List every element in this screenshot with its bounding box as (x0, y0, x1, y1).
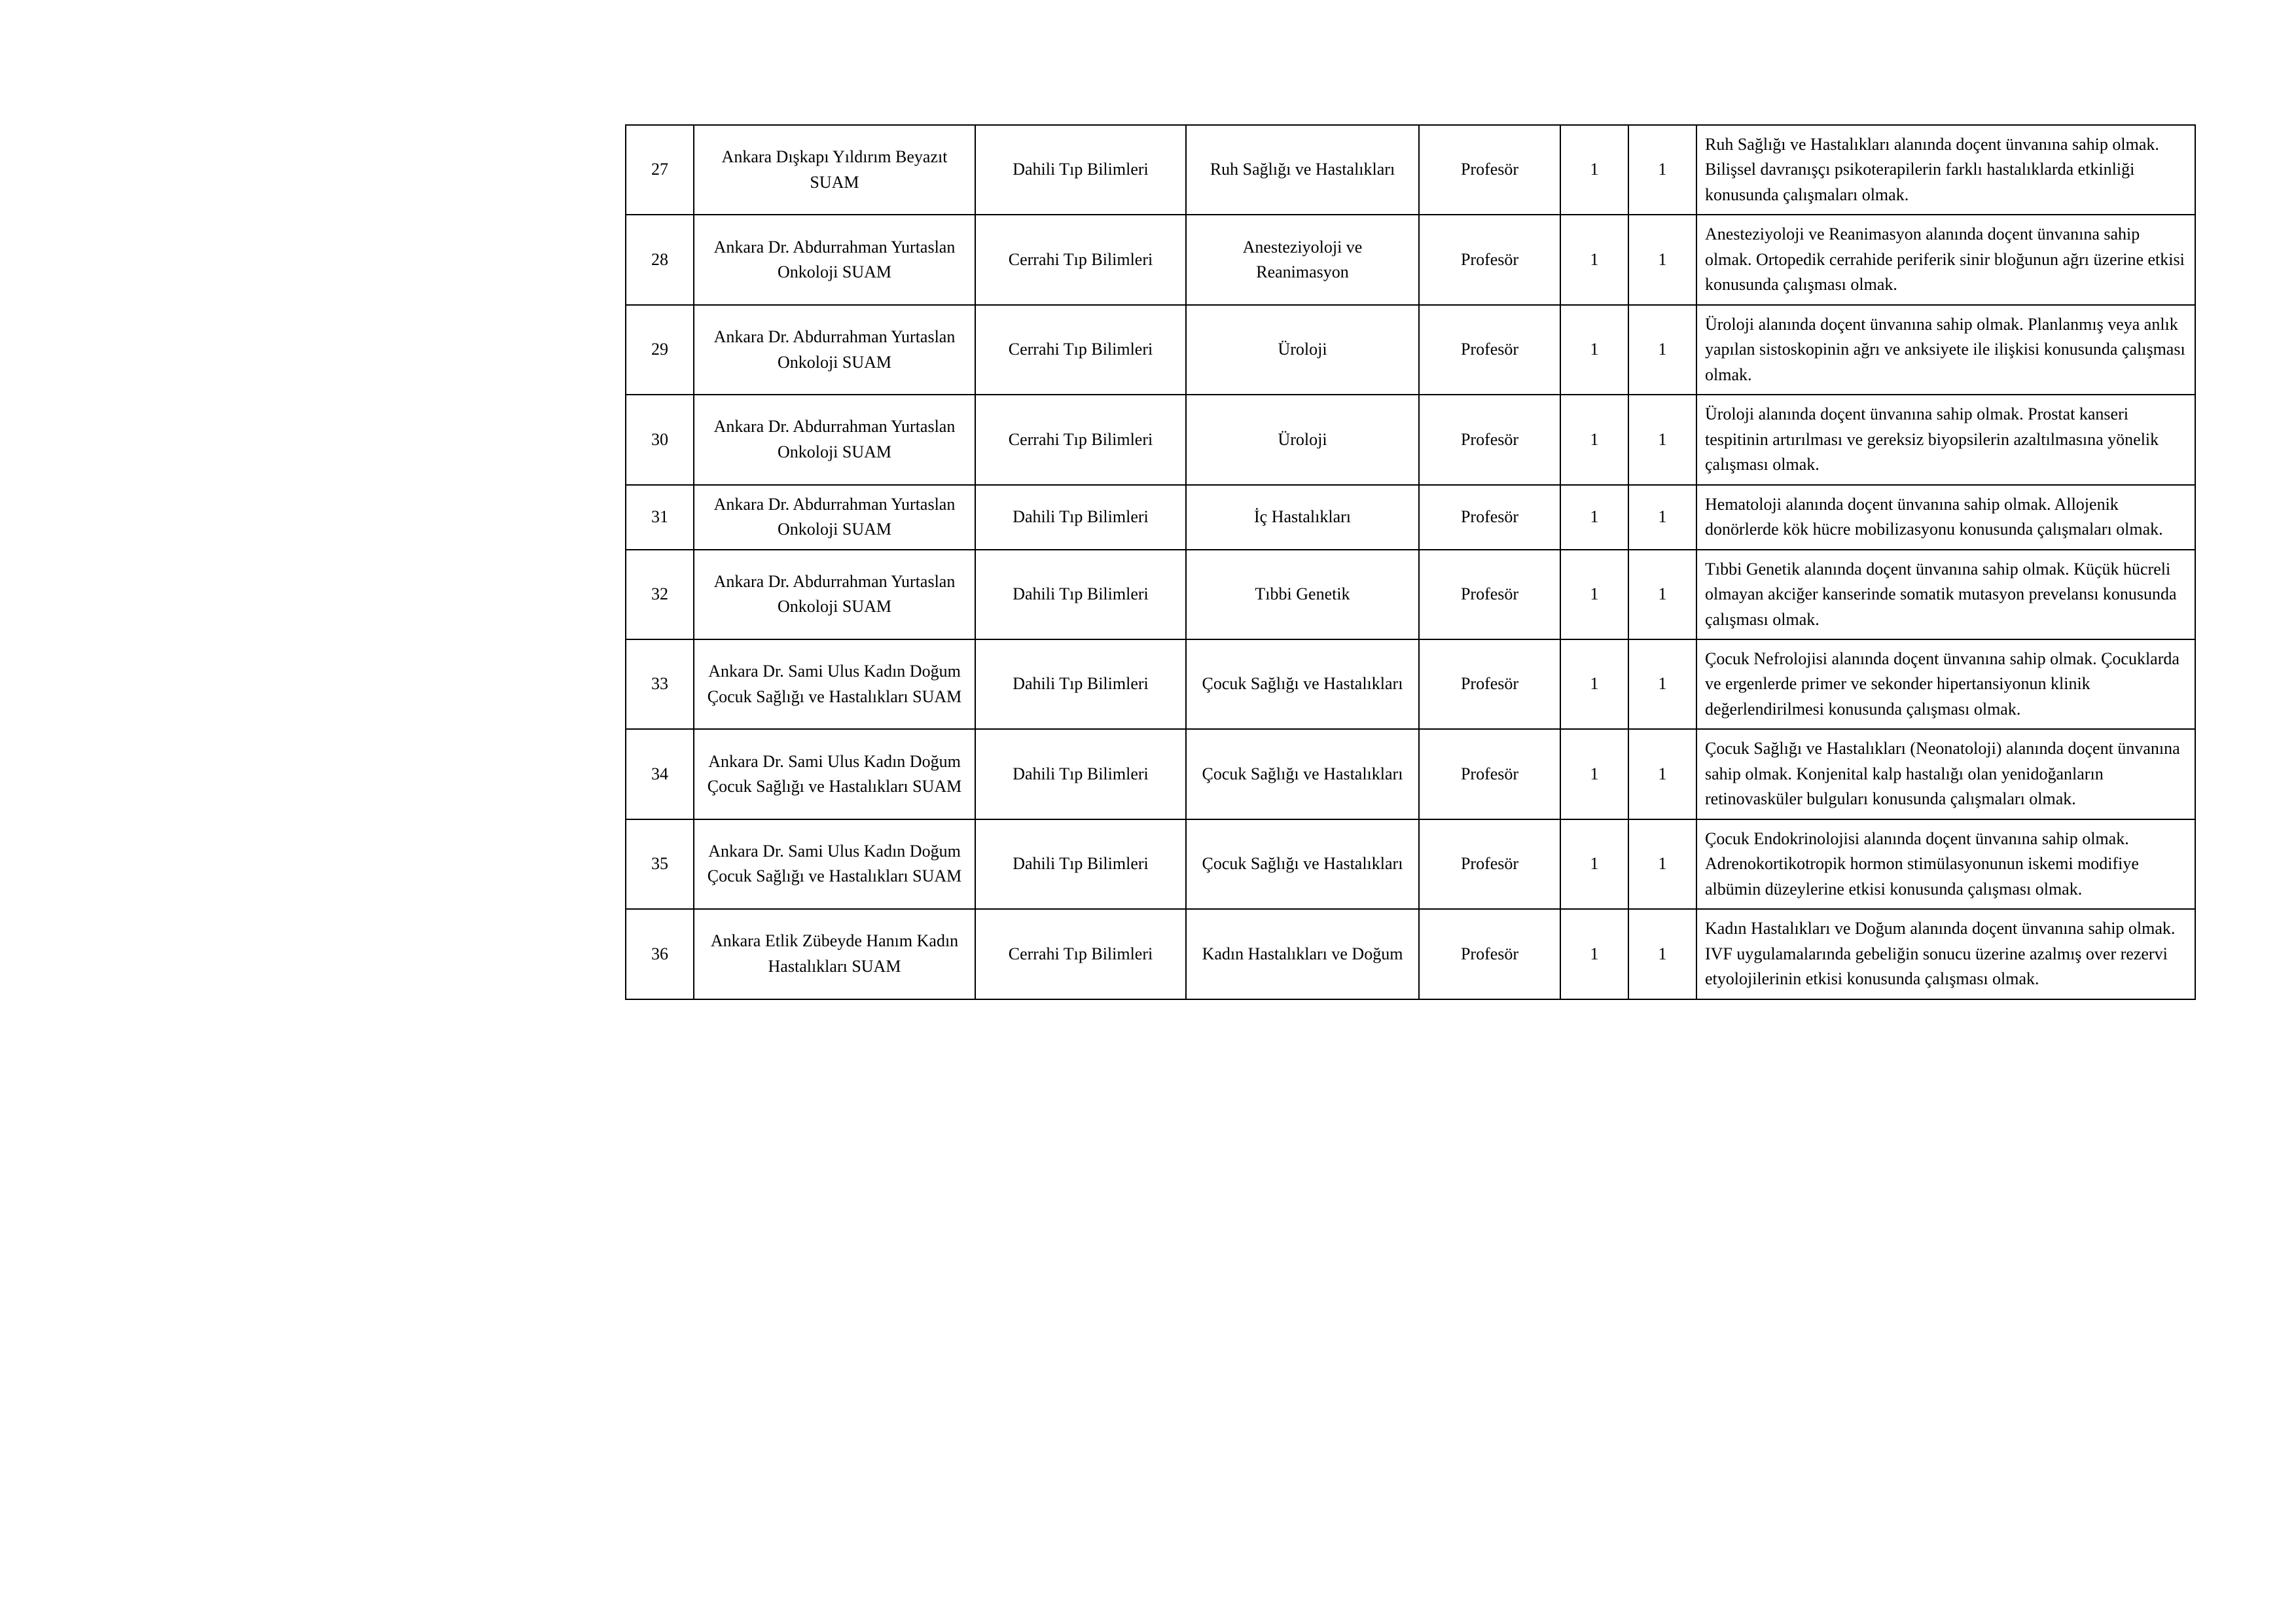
cell-branch: Üroloji (1186, 305, 1419, 395)
table-row (626, 639, 2195, 729)
cell-degree: 1 (1560, 909, 1628, 999)
cell-branch: Anesteziyoloji ve Reanimasyon (1186, 215, 1419, 304)
table-row (626, 819, 2195, 909)
cell-science-group: Cerrahi Tıp Bilimleri (975, 909, 1186, 999)
cell-science-group: Dahili Tıp Bilimleri (975, 125, 1186, 215)
cell-branch: İç Hastalıkları (1186, 485, 1419, 550)
cell-condition: Çocuk Endokrinolojisi alanında doçent ünvanına sahip olmak. Adrenokortikotropik hormon stimülasyonunun iskemi modifiye albümin düzeylerine etkisi konusunda çalışması olmak. (1696, 819, 2195, 909)
cell-no: 27 (626, 125, 694, 215)
cell-branch: Üroloji (1186, 395, 1419, 484)
cell-institution: Ankara Dr. Abdurrahman Yurtaslan Onkoloji SUAM (694, 215, 975, 304)
cell-condition: Hematoloji alanında doçent ünvanına sahip olmak. Allojenik donörlerde kök hücre mobilizasyonu konusunda çalışmaları olmak. (1696, 485, 2195, 550)
cell-degree: 1 (1560, 819, 1628, 909)
cell-title: Profesör (1419, 125, 1560, 215)
cell-science-group: Dahili Tıp Bilimleri (975, 485, 1186, 550)
table-row (626, 305, 2195, 395)
cell-title: Profesör (1419, 305, 1560, 395)
cell-no: 30 (626, 395, 694, 484)
cell-degree: 1 (1560, 215, 1628, 304)
cell-degree: 1 (1560, 125, 1628, 215)
cell-condition: Üroloji alanında doçent ünvanına sahip olmak. Planlanmış veya anlık yapılan sistoskopinin ağrı ve anksiyete ile ilişkisi konusunda çalışması olmak. (1696, 305, 2195, 395)
cell-count: 1 (1628, 485, 1696, 550)
cell-branch: Tıbbi Genetik (1186, 550, 1419, 639)
cell-institution: Ankara Dr. Sami Ulus Kadın Doğum Çocuk Sağlığı ve Hastalıkları SUAM (694, 819, 975, 909)
cell-condition: Tıbbi Genetik alanında doçent ünvanına sahip olmak. Küçük hücreli olmayan akciğer kanserinde somatik mutasyon prevelansı konusunda çalışması olmak. (1696, 550, 2195, 639)
cell-branch: Kadın Hastalıkları ve Doğum (1186, 909, 1419, 999)
cell-count: 1 (1628, 819, 1696, 909)
cell-title: Profesör (1419, 395, 1560, 484)
table-row (626, 215, 2195, 304)
cell-count: 1 (1628, 550, 1696, 639)
cell-title: Profesör (1419, 215, 1560, 304)
cell-science-group: Dahili Tıp Bilimleri (975, 639, 1186, 729)
cell-title: Profesör (1419, 909, 1560, 999)
cell-institution: Ankara Dr. Sami Ulus Kadın Doğum Çocuk Sağlığı ve Hastalıkları SUAM (694, 639, 975, 729)
cell-science-group: Cerrahi Tıp Bilimleri (975, 395, 1186, 484)
table-row (626, 395, 2195, 484)
cell-degree: 1 (1560, 550, 1628, 639)
cell-science-group: Dahili Tıp Bilimleri (975, 550, 1186, 639)
cell-degree: 1 (1560, 639, 1628, 729)
cell-science-group: Cerrahi Tıp Bilimleri (975, 215, 1186, 304)
cell-title: Profesör (1419, 729, 1560, 819)
cell-condition: Çocuk Nefrolojisi alanında doçent ünvanına sahip olmak. Çocuklarda ve ergenlerde primer ve sekonder hipertansiyonun klinik değerlendirilmesi konusunda çalışması olmak. (1696, 639, 2195, 729)
cell-branch: Çocuk Sağlığı ve Hastalıkları (1186, 729, 1419, 819)
cell-branch: Çocuk Sağlığı ve Hastalıkları (1186, 639, 1419, 729)
cell-condition: Anesteziyoloji ve Reanimasyon alanında doçent ünvanına sahip olmak. Ortopedik cerrahide periferik sinir bloğunun ağrı üzerine etkisi konusunda çalışması olmak. (1696, 215, 2195, 304)
cell-no: 32 (626, 550, 694, 639)
cell-science-group: Dahili Tıp Bilimleri (975, 819, 1186, 909)
cell-institution: Ankara Dr. Sami Ulus Kadın Doğum Çocuk Sağlığı ve Hastalıkları SUAM (694, 729, 975, 819)
cell-count: 1 (1628, 639, 1696, 729)
table-row (626, 125, 2195, 215)
cell-title: Profesör (1419, 485, 1560, 550)
cell-degree: 1 (1560, 395, 1628, 484)
cell-condition: Ruh Sağlığı ve Hastalıkları alanında doçent ünvanına sahip olmak. Bilişsel davranışçı psikoterapilerin farklı hastalıklarda etkinliği konusunda çalışmaları olmak. (1696, 125, 2195, 215)
cell-institution: Ankara Dr. Abdurrahman Yurtaslan Onkoloji SUAM (694, 550, 975, 639)
cell-count: 1 (1628, 305, 1696, 395)
cell-institution: Ankara Dr. Abdurrahman Yurtaslan Onkoloji SUAM (694, 395, 975, 484)
cell-condition: Kadın Hastalıkları ve Doğum alanında doçent ünvanına sahip olmak. IVF uygulamalarında gebeliğin sonucu üzerine azalmış over rezervi etyolojilerinin etkisi konusunda çalışması olmak. (1696, 909, 2195, 999)
cell-count: 1 (1628, 125, 1696, 215)
cell-title: Profesör (1419, 819, 1560, 909)
listing-table-container (625, 124, 2196, 1000)
cell-count: 1 (1628, 395, 1696, 484)
cell-no: 35 (626, 819, 694, 909)
cell-no: 33 (626, 639, 694, 729)
cell-count: 1 (1628, 909, 1696, 999)
cell-degree: 1 (1560, 729, 1628, 819)
cell-institution: Ankara Etlik Zübeyde Hanım Kadın Hastalıkları SUAM (694, 909, 975, 999)
cell-science-group: Cerrahi Tıp Bilimleri (975, 305, 1186, 395)
cell-count: 1 (1628, 215, 1696, 304)
cell-institution: Ankara Dr. Abdurrahman Yurtaslan Onkoloji SUAM (694, 305, 975, 395)
table-row (626, 485, 2195, 550)
cell-branch: Çocuk Sağlığı ve Hastalıkları (1186, 819, 1419, 909)
cell-institution: Ankara Dr. Abdurrahman Yurtaslan Onkoloji SUAM (694, 485, 975, 550)
cell-no: 36 (626, 909, 694, 999)
cell-title: Profesör (1419, 639, 1560, 729)
cell-science-group: Dahili Tıp Bilimleri (975, 729, 1186, 819)
academic-positions-table (625, 124, 2196, 1000)
cell-no: 31 (626, 485, 694, 550)
table-row (626, 729, 2195, 819)
cell-branch: Ruh Sağlığı ve Hastalıkları (1186, 125, 1419, 215)
table-row (626, 909, 2195, 999)
cell-condition: Çocuk Sağlığı ve Hastalıkları (Neonatoloji) alanında doçent ünvanına sahip olmak. Konjenital kalp hastalığı olan yenidoğanların retinovasküler bulguları konusunda çalışmaları olmak. (1696, 729, 2195, 819)
cell-institution: Ankara Dışkapı Yıldırım Beyazıt SUAM (694, 125, 975, 215)
table-body (626, 125, 2195, 999)
cell-degree: 1 (1560, 305, 1628, 395)
cell-no: 28 (626, 215, 694, 304)
cell-title: Profesör (1419, 550, 1560, 639)
cell-degree: 1 (1560, 485, 1628, 550)
table-row (626, 550, 2195, 639)
cell-no: 34 (626, 729, 694, 819)
cell-count: 1 (1628, 729, 1696, 819)
cell-no: 29 (626, 305, 694, 395)
cell-condition: Üroloji alanında doçent ünvanına sahip olmak. Prostat kanseri tespitinin artırılması ve gereksiz biyopsilerin azaltılmasına yönelik çalışması olmak. (1696, 395, 2195, 484)
